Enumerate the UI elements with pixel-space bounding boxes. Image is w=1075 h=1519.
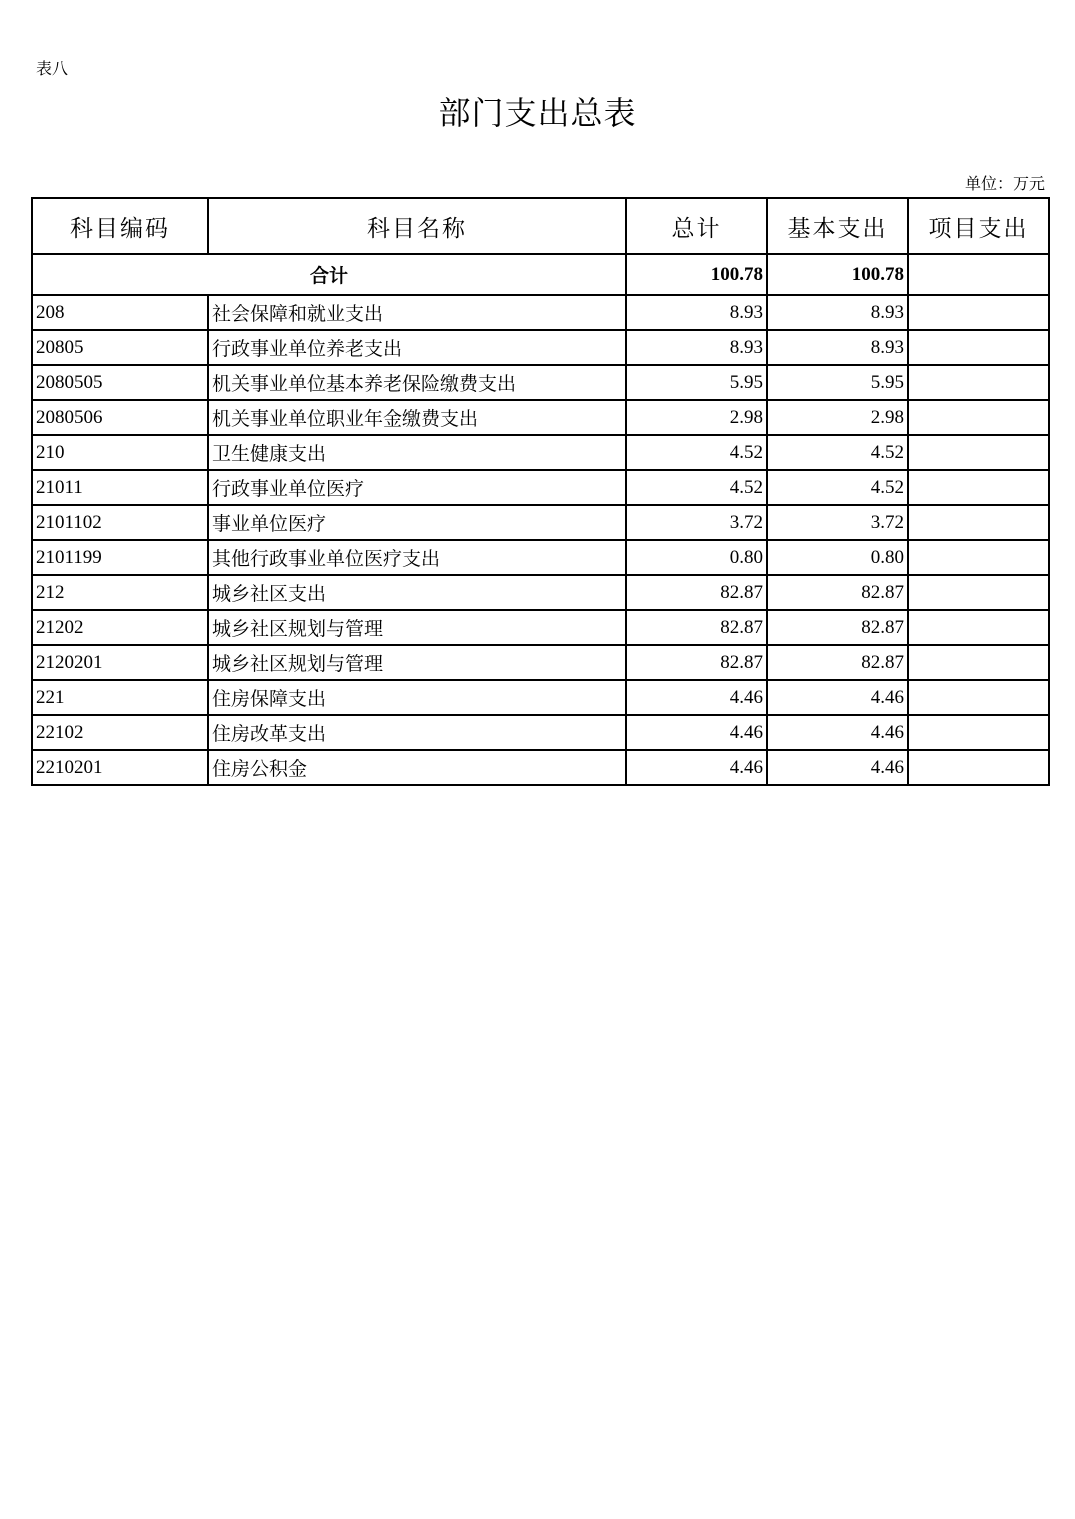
row-name: 其他行政事业单位医疗支出: [208, 540, 626, 575]
row-total: 82.87: [626, 575, 767, 610]
row-code: 221: [32, 680, 208, 715]
row-basic: 82.87: [767, 610, 908, 645]
row-project: [908, 470, 1049, 505]
col-header-basic: 基本支出: [767, 198, 908, 254]
row-project: [908, 505, 1049, 540]
row-code: 2101199: [32, 540, 208, 575]
table-row: [32, 330, 1049, 365]
row-name: 机关事业单位职业年金缴费支出: [208, 400, 626, 435]
row-project: [908, 295, 1049, 330]
row-project: [908, 400, 1049, 435]
row-project: [908, 330, 1049, 365]
row-project: [908, 680, 1049, 715]
row-basic: 4.46: [767, 680, 908, 715]
total-label: 合计: [32, 254, 626, 295]
table-row: [32, 715, 1049, 750]
row-code: 212: [32, 575, 208, 610]
table-row: [32, 680, 1049, 715]
row-code: 22102: [32, 715, 208, 750]
row-code: 21011: [32, 470, 208, 505]
row-code: 2120201: [32, 645, 208, 680]
row-total: 4.52: [626, 470, 767, 505]
row-basic: 3.72: [767, 505, 908, 540]
row-project: [908, 575, 1049, 610]
table-row: [32, 365, 1049, 400]
row-total: 8.93: [626, 295, 767, 330]
row-name: 城乡社区支出: [208, 575, 626, 610]
row-code: 210: [32, 435, 208, 470]
row-total: 2.98: [626, 400, 767, 435]
row-total: 5.95: [626, 365, 767, 400]
row-total: 4.46: [626, 715, 767, 750]
row-name: 住房保障支出: [208, 680, 626, 715]
row-code: 2101102: [32, 505, 208, 540]
row-code: 2080506: [32, 400, 208, 435]
row-project: [908, 750, 1049, 785]
table-row: [32, 435, 1049, 470]
total-row: [32, 254, 1049, 295]
expenditure-table: [31, 197, 1050, 786]
row-basic: 8.93: [767, 330, 908, 365]
table-row: [32, 505, 1049, 540]
row-project: [908, 365, 1049, 400]
row-basic: 4.52: [767, 435, 908, 470]
row-basic: 82.87: [767, 645, 908, 680]
row-total: 0.80: [626, 540, 767, 575]
row-name: 行政事业单位医疗: [208, 470, 626, 505]
table-header-row: [32, 198, 1049, 254]
row-total: 4.46: [626, 680, 767, 715]
row-name: 事业单位医疗: [208, 505, 626, 540]
col-header-total: 总计: [626, 198, 767, 254]
row-basic: 4.46: [767, 750, 908, 785]
row-project: [908, 645, 1049, 680]
row-code: 21202: [32, 610, 208, 645]
row-basic: 2.98: [767, 400, 908, 435]
row-name: 行政事业单位养老支出: [208, 330, 626, 365]
row-name: 城乡社区规划与管理: [208, 610, 626, 645]
row-total: 4.46: [626, 750, 767, 785]
row-basic: 5.95: [767, 365, 908, 400]
row-name: 城乡社区规划与管理: [208, 645, 626, 680]
col-header-code: 科目编码: [32, 198, 208, 254]
row-code: 208: [32, 295, 208, 330]
row-name: 住房改革支出: [208, 715, 626, 750]
row-basic: 8.93: [767, 295, 908, 330]
row-total: 3.72: [626, 505, 767, 540]
row-code: 20805: [32, 330, 208, 365]
total-basic: 100.78: [767, 254, 908, 295]
table-row: [32, 540, 1049, 575]
row-basic: 4.46: [767, 715, 908, 750]
row-total: 4.52: [626, 435, 767, 470]
row-basic: 0.80: [767, 540, 908, 575]
table-label: 表八: [36, 59, 69, 78]
table-row: [32, 610, 1049, 645]
row-code: 2210201: [32, 750, 208, 785]
row-total: 8.93: [626, 330, 767, 365]
total-total: 100.78: [626, 254, 767, 295]
total-project: [908, 254, 1049, 295]
row-project: [908, 540, 1049, 575]
col-header-name: 科目名称: [208, 198, 626, 254]
table-row: [32, 750, 1049, 785]
col-header-project: 项目支出: [908, 198, 1049, 254]
table-row: [32, 400, 1049, 435]
row-basic: 4.52: [767, 470, 908, 505]
row-basic: 82.87: [767, 575, 908, 610]
page-title: 部门支出总表: [438, 94, 637, 132]
row-project: [908, 715, 1049, 750]
table-row: [32, 575, 1049, 610]
row-name: 卫生健康支出: [208, 435, 626, 470]
table-row: [32, 645, 1049, 680]
row-name: 住房公积金: [208, 750, 626, 785]
row-code: 2080505: [32, 365, 208, 400]
table-row: [32, 295, 1049, 330]
row-total: 82.87: [626, 610, 767, 645]
unit-note: 单位：万元: [964, 174, 1045, 193]
row-name: 社会保障和就业支出: [208, 295, 626, 330]
table-row: [32, 470, 1049, 505]
row-total: 82.87: [626, 645, 767, 680]
row-project: [908, 435, 1049, 470]
row-project: [908, 610, 1049, 645]
row-name: 机关事业单位基本养老保险缴费支出: [208, 365, 626, 400]
